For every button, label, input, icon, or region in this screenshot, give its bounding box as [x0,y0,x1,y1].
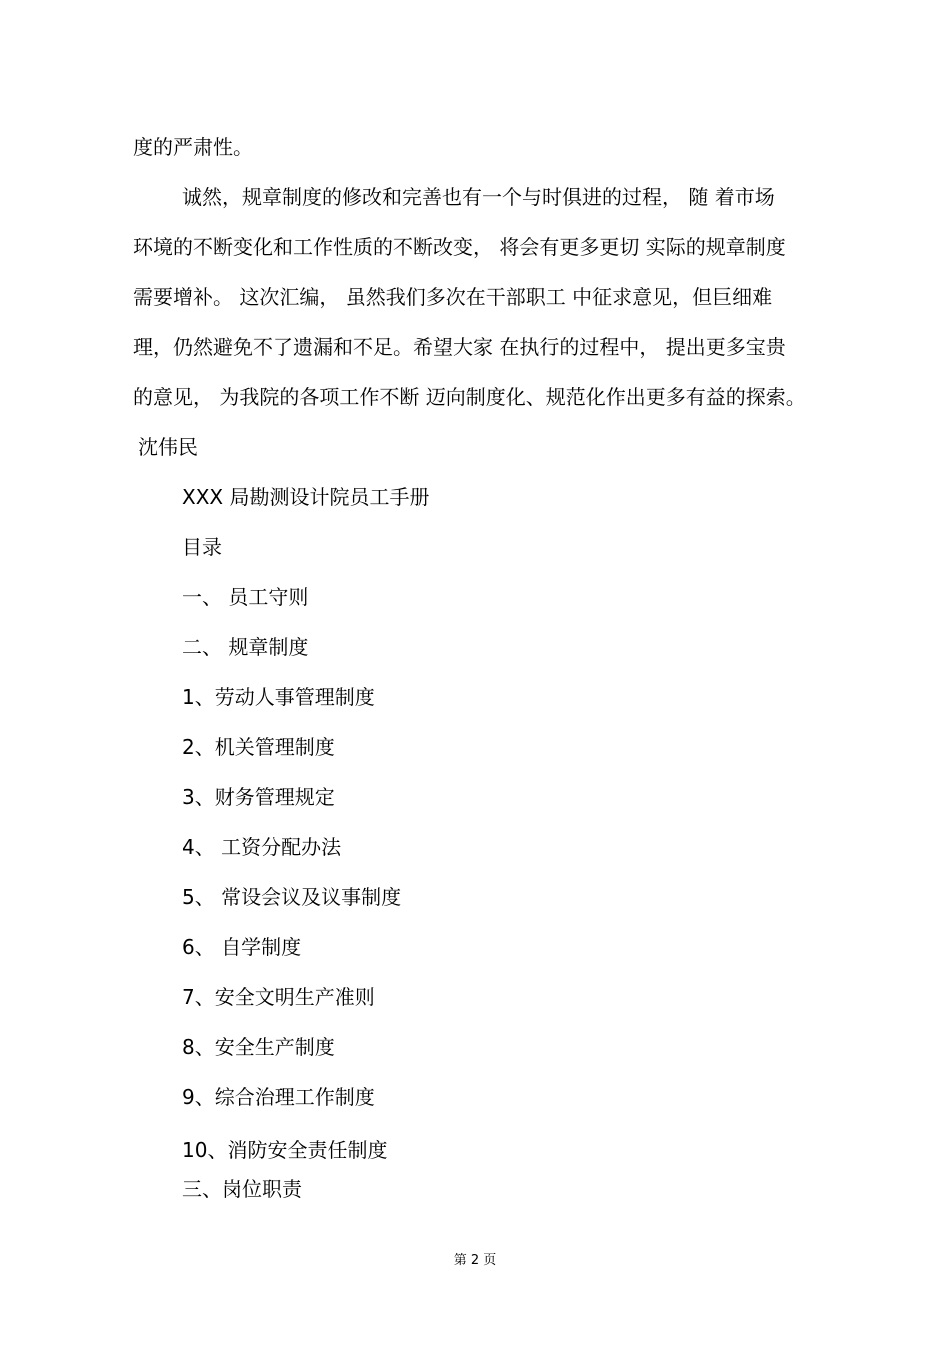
toc-item: 一、 员工守则 [182,585,309,609]
paragraph-line: 诚然，规章制度的修改和完善也有一个与时俱进的过程， 随 着市场 [182,185,775,209]
paragraph-line: 的意见， 为我院的各项工作不断 迈向制度化、规范化作出更多有益的探索。 [133,385,806,409]
toc-item: 二、 规章制度 [182,635,309,659]
paragraph-line: 环境的不断变化和工作性质的不断改变， 将会有更多更切 实际的规章制度 [133,235,786,259]
toc-item: 6、 自学制度 [182,935,302,959]
paragraph-line: 度的严肃性。 [133,135,253,159]
page-number: 第 2 页 [453,1253,497,1268]
toc-heading: 目录 [182,535,222,559]
toc-item: 8、安全生产制度 [182,1035,335,1059]
toc-item: 5、 常设会议及议事制度 [182,885,402,909]
handbook-title: XXX 局勘测设计院员工手册 [182,485,430,509]
toc-item: 2、机关管理制度 [182,735,335,759]
paragraph-line: 需要增补。 这次汇编， 虽然我们多次在干部职工 中征求意见，但巨细难 [133,285,773,309]
toc-item: 三、岗位职责 [182,1177,302,1201]
toc-item: 4、 工资分配办法 [182,835,342,859]
toc-item: 3、财务管理规定 [182,785,335,809]
toc-item: 1、劳动人事管理制度 [182,685,375,709]
paragraph-line: 理，仍然避免不了遗漏和不足。希望大家 在执行的过程中， 提出更多宝贵 [133,335,786,359]
signature-name: 沈伟民 [138,435,198,459]
toc-item: 10、消防安全责任制度 [182,1138,388,1162]
toc-item: 9、综合治理工作制度 [182,1085,375,1109]
toc-item: 7、安全文明生产准则 [182,985,375,1009]
